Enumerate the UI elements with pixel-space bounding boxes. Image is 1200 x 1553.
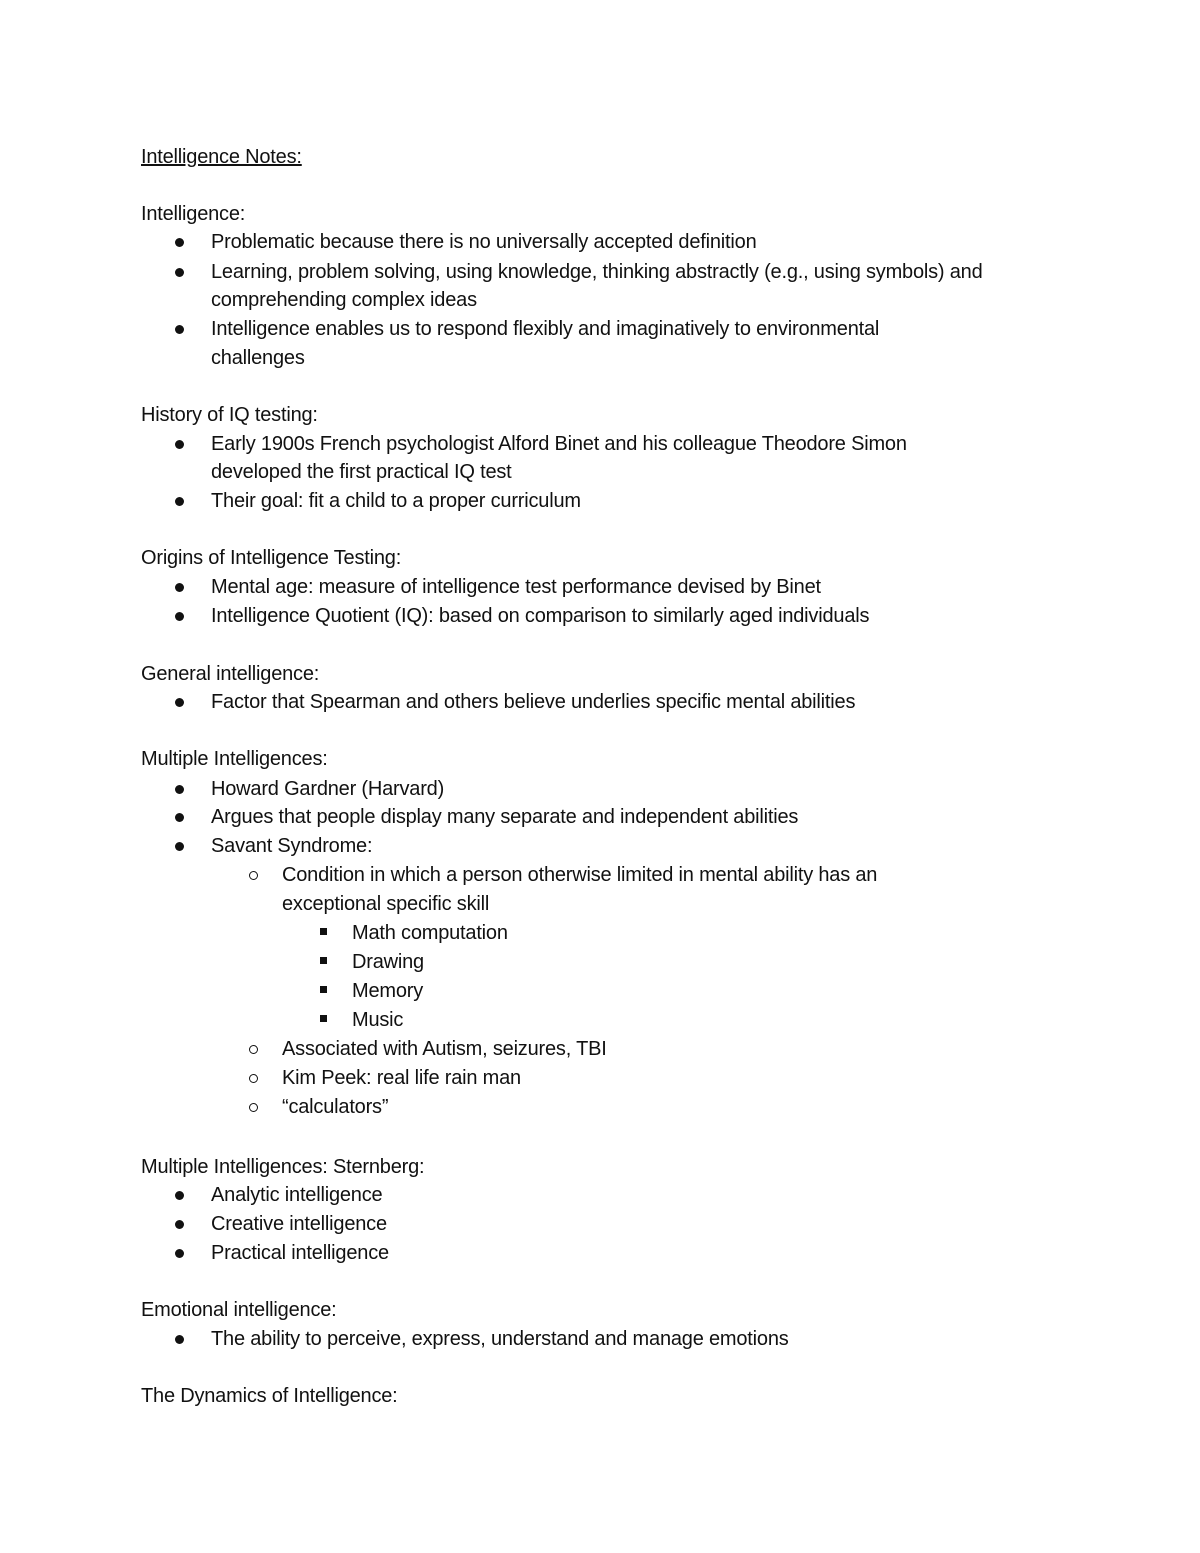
bullet-circle: [249, 1045, 258, 1054]
bullet-disc: [175, 268, 184, 277]
bullet-circle: [249, 1103, 258, 1112]
bullet-disc: [175, 1191, 184, 1200]
list-item: Intelligence enables us to respond flexibly and imaginatively to environmental: [211, 318, 880, 340]
list-item: Intelligence Quotient (IQ): based on comparison to similarly aged individuals: [211, 605, 870, 627]
section-heading-origins: Origins of Intelligence Testing:: [141, 547, 402, 569]
bullet-square: [320, 957, 327, 964]
list-item: Their goal: fit a child to a proper curriculum: [211, 490, 581, 512]
section-heading-intelligence: Intelligence:: [141, 203, 246, 225]
sub-sub-list-item: Drawing: [352, 951, 424, 973]
sub-list-item: Kim Peek: real life rain man: [282, 1067, 521, 1089]
list-item: Problematic because there is no universally accepted definition: [211, 231, 757, 253]
list-item: Savant Syndrome:: [211, 835, 373, 857]
bullet-disc: [175, 325, 184, 334]
bullet-square: [320, 1015, 327, 1022]
bullet-disc: [175, 612, 184, 621]
section-heading-general: General intelligence:: [141, 663, 320, 685]
bullet-disc: [175, 813, 184, 822]
sub-list-item: “calculators”: [282, 1096, 389, 1118]
sub-sub-list-item: Math computation: [352, 922, 508, 944]
sub-list-item: Associated with Autism, seizures, TBI: [282, 1038, 607, 1060]
bullet-disc: [175, 440, 184, 449]
sub-list-item: Condition in which a person otherwise limited in mental ability has an: [282, 864, 878, 886]
bullet-disc: [175, 698, 184, 707]
bullet-circle: [249, 871, 258, 880]
list-item: Learning, problem solving, using knowledge, thinking abstractly (e.g., using symbols) and: [211, 261, 983, 283]
list-item: Factor that Spearman and others believe underlies specific mental abilities: [211, 691, 856, 713]
bullet-disc: [175, 497, 184, 506]
list-item-continuation: developed the first practical IQ test: [211, 461, 512, 483]
sub-list-item-continuation: exceptional specific skill: [282, 893, 490, 915]
bullet-disc: [175, 785, 184, 794]
section-heading-emotional: Emotional intelligence:: [141, 1299, 337, 1321]
section-heading-multiple: Multiple Intelligences:: [141, 748, 328, 770]
list-item: Analytic intelligence: [211, 1184, 383, 1206]
bullet-disc: [175, 583, 184, 592]
bullet-square: [320, 928, 327, 935]
list-item: Howard Gardner (Harvard): [211, 778, 445, 800]
bullet-disc: [175, 1249, 184, 1258]
list-item: Argues that people display many separate and independent abilities: [211, 806, 799, 828]
bullet-disc: [175, 1335, 184, 1344]
list-item: Early 1900s French psychologist Alford Binet and his colleague Theodore Simon: [211, 433, 907, 455]
section-heading-history: History of IQ testing:: [141, 404, 318, 426]
section-heading-dynamics: The Dynamics of Intelligence:: [141, 1385, 398, 1407]
sub-sub-list-item: Music: [352, 1009, 404, 1031]
list-item-continuation: challenges: [211, 347, 305, 369]
bullet-square: [320, 986, 327, 993]
list-item-continuation: comprehending complex ideas: [211, 289, 477, 311]
bullet-disc: [175, 238, 184, 247]
list-item: The ability to perceive, express, understand and manage emotions: [211, 1328, 789, 1350]
document-title: Intelligence Notes:: [141, 146, 302, 168]
list-item: Creative intelligence: [211, 1213, 387, 1235]
bullet-circle: [249, 1074, 258, 1083]
list-item: Mental age: measure of intelligence test performance devised by Binet: [211, 576, 821, 598]
sub-sub-list-item: Memory: [352, 980, 424, 1002]
bullet-disc: [175, 842, 184, 851]
list-item: Practical intelligence: [211, 1242, 389, 1264]
bullet-disc: [175, 1220, 184, 1229]
section-heading-sternberg: Multiple Intelligences: Sternberg:: [141, 1156, 425, 1178]
